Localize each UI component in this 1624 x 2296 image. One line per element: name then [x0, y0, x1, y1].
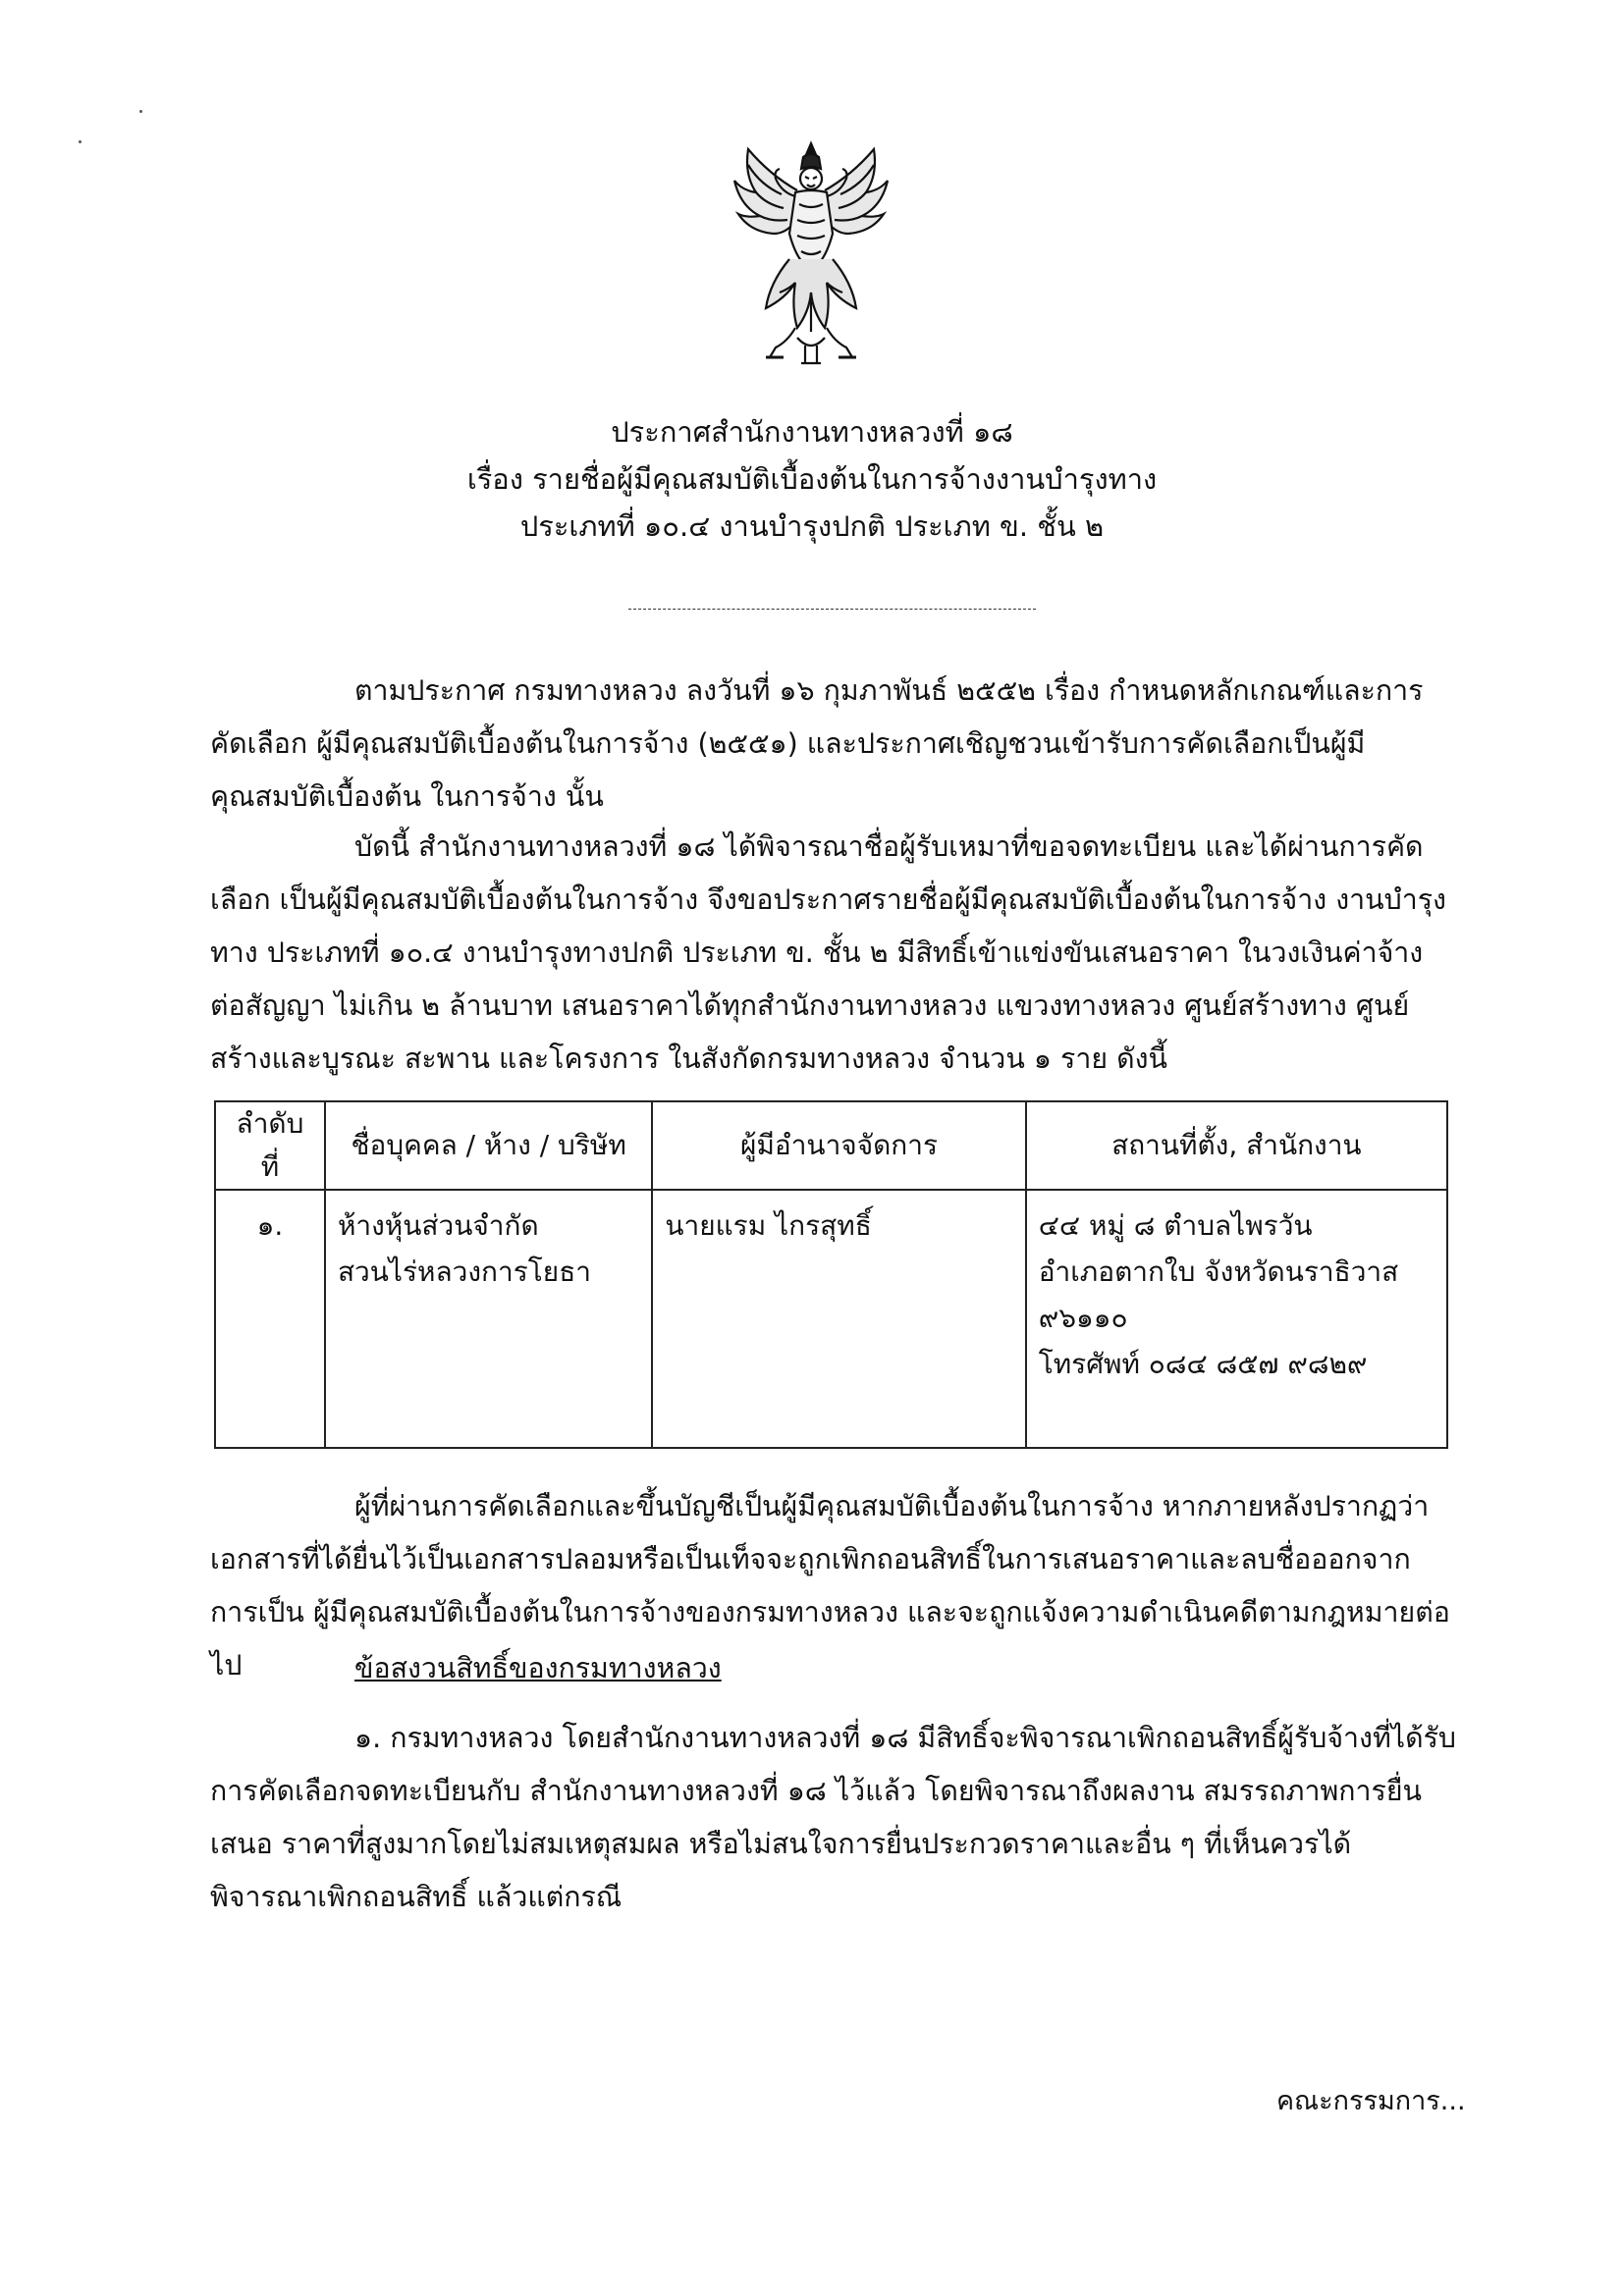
paragraph-warning: ผู้ที่ผ่านการคัดเลือกและขึ้นบัญชีเป็นผู้มีคุณสมบัติเบื้องต้นในการจ้าง หากภายหลังปรากฏว่า เอกสารที่ได้ยื่นไว้เป็นเอกสารปลอมหรือเป็นเท็จจะถูกเพิกถอนสิทธิ์ในการเสนอราคาและลบชื่อออกจากการเป็น ผู้มีคุณสมบัติเบื้องต้นในการจ้างของกรมทางหลวง และจะถูกแจ้งความดำเนินคดีตามกฎหมายต่อไป [210, 1490, 1450, 1682]
continuation-text: คณะกรรมการ... [1276, 2086, 1466, 2116]
garuda-emblem-icon [727, 135, 895, 371]
header-address: สถานที่ตั้ง, สำนักงาน [1026, 1101, 1447, 1190]
company-type: ห้างหุ้นส่วนจำกัด [337, 1209, 539, 1242]
paragraph-reservation-1: ๑. กรมทางหลวง โดยสำนักงานทางหลวงที่ ๑๘ มีสิทธิ์จะพิจารณาเพิกถอนสิทธิ์ผู้รับจ้างที่ได้รับ การคัดเลือกจดทะเบียนกับ สำนักงานทางหลวงที่ ๑๘ ไว้แล้ว โดยพิจารณาถึงผลงาน สมรรถภาพการยื่นเสนอ ราคาที่สูงมากโดยไม่สมเหตุสมผล หรือไม่สนใจการยื่นประกวดราคาและอื่น ๆ ที่เห็นควรได้พิจารณาเพิกถอนสิทธิ์ แล้วแต่กรณี [210, 1722, 1456, 1913]
postal-code: ๙๖๑๑๐ [1038, 1302, 1128, 1334]
title-divider [628, 609, 1036, 610]
phone-number: โทรศัพท์ ๐๘๔ ๘๕๗ ๙๘๒๙ [1038, 1348, 1368, 1380]
header-company: ชื่อบุคคล / ห้าง / บริษัท [325, 1101, 652, 1190]
section-heading-reservation: ข้อสงวนสิทธิ์ของกรมทางหลวง [354, 1652, 722, 1684]
company-name: สวนไร่หลวงการโยธา [337, 1255, 592, 1288]
cell-company [325, 1190, 652, 1448]
table-header-row [215, 1101, 1447, 1190]
cell-no [215, 1190, 325, 1448]
manager-name: นายแรม ไกรสุทธิ์ [665, 1209, 872, 1242]
address-line: ๔๔ หมู่ ๘ ตำบลไพรวัน [1038, 1209, 1313, 1242]
header-manager: ผู้มีอำนาจจัดการ [652, 1101, 1025, 1190]
cell-manager [652, 1190, 1025, 1448]
row-number: ๑. [256, 1209, 284, 1242]
table-row [215, 1190, 1447, 1448]
address-line: อำเภอตากใบ จังหวัดนราธิวาส [1038, 1255, 1399, 1288]
scan-speck [79, 140, 81, 143]
header-no: ลำดับที่ [215, 1101, 325, 1190]
announcement-category: ประเภทที่ ๑๐.๔ งานบำรุงปกติ ประเภท ข. ชั้น ๒ [519, 509, 1105, 543]
scan-speck [139, 110, 142, 113]
paragraph-reference: ตามประกาศ กรมทางหลวง ลงวันที่ ๑๖ กุมภาพันธ์ ๒๕๕๒ เรื่อง กำหนดหลักเกณฑ์และการคัดเลือก ผู้มีคุณสมบัติเบื้องต้นในการจ้าง (๒๕๕๑) และประกาศเชิญชวนเข้ารับการคัดเลือกเป็นผู้มีคุณสมบัติเบื้องต้น ในการจ้าง นั้น [210, 674, 1424, 813]
qualified-contractors-table [214, 1100, 1448, 1449]
announcement-title: ประกาศสำนักงานทางหลวงที่ ๑๘ [611, 415, 1013, 449]
cell-address [1026, 1190, 1447, 1448]
announcement-subject: เรื่อง รายชื่อผู้มีคุณสมบัติเบื้องต้นในการจ้างงานบำรุงทาง [466, 462, 1158, 496]
paragraph-announcement: บัดนี้ สำนักงานทางหลวงที่ ๑๘ ได้พิจารณาชื่อผู้รับเหมาที่ขอจดทะเบียน และได้ผ่านการคัดเลือก เป็นผู้มีคุณสมบัติเบื้องต้นในการจ้าง จึงขอประกาศรายชื่อผู้มีคุณสมบัติเบื้องต้นในการจ้าง งานบำรุงทาง ประเภทที่ ๑๐.๔ งานบำรุงทางปกติ ประเภท ข. ชั้น ๒ มีสิทธิ์เข้าแข่งขันเสนอราคา ในวงเงินค่าจ้างต่อสัญญา ไม่เกิน ๒ ล้านบาท เสนอราคาได้ทุกสำนักงานทางหลวง แขวงทางหลวง ศูนย์สร้างทาง ศูนย์สร้างและบูรณะ สะพาน และโครงการ ในสังกัดกรมทางหลวง จำนวน ๑ ราย ดังนี้ [210, 830, 1446, 1075]
